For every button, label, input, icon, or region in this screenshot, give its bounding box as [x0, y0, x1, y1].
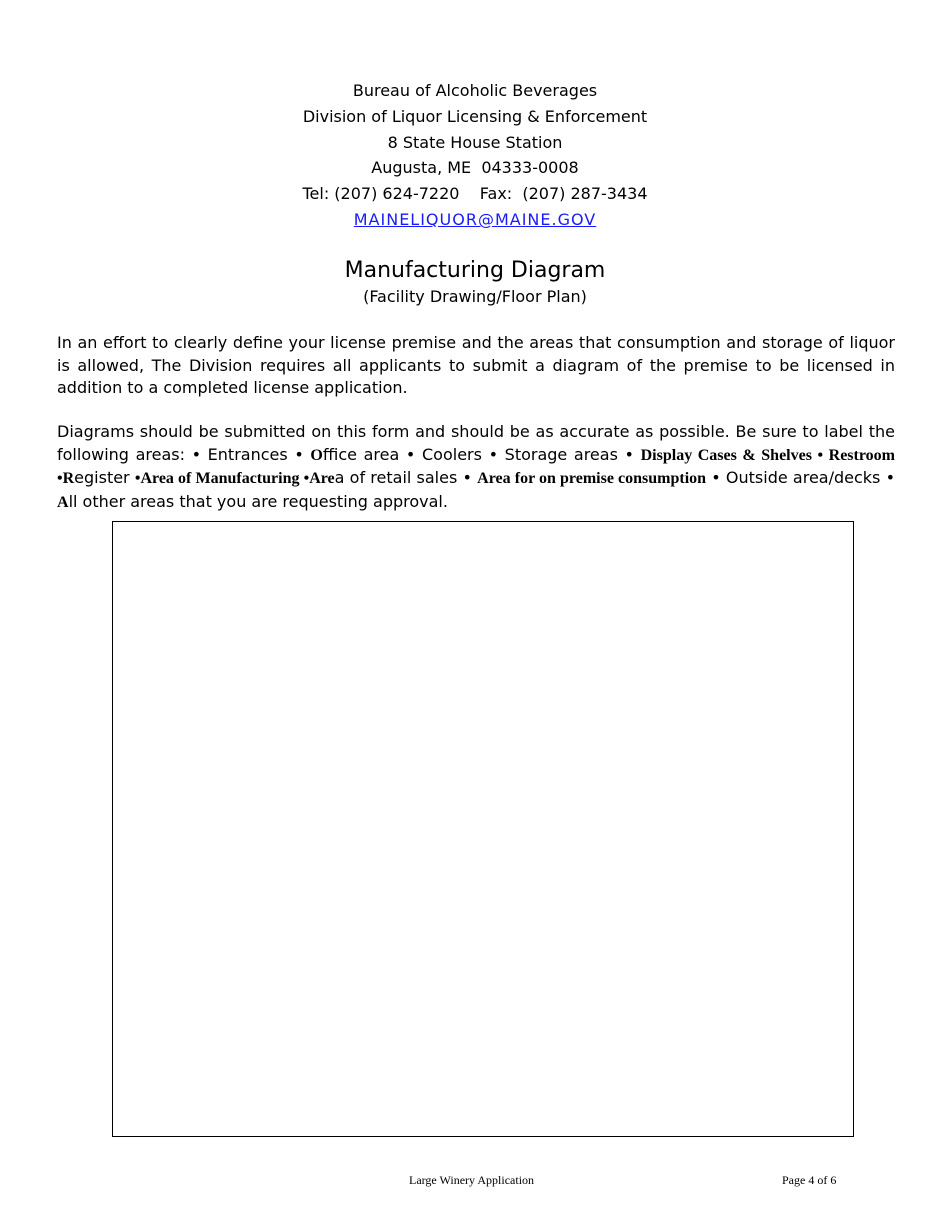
phone-fax: Tel: (207) 624-7220 Fax: (207) 287-3434 — [302, 184, 648, 204]
instructions-intro: Diagrams should be submitted on this form and should be as accurate as possible. Be sure to label the following areas: • Entrances • — [57, 422, 895, 464]
office-area-text: ffice area • Coolers • Storage areas • — [322, 444, 641, 464]
page-title: Manufacturing Diagram — [344, 258, 606, 283]
manufacturing-area-text: •Area of Manufacturing •Are — [134, 470, 335, 488]
other-areas-text: ll other areas that you are requesting approval. — [68, 491, 448, 511]
street-address: 8 State House Station — [387, 132, 563, 152]
intro-paragraph: In an effort to clearly define your license premise and the areas that consumption and storage of liquor is allowed, The Division requires all applicants to submit a diagram of the premise to be licensed in addition to a completed license application. — [57, 333, 895, 398]
outside-area-text: • Outside area/decks • — [706, 468, 896, 488]
city-state-zip: Augusta, ME 04333-0008 — [371, 158, 579, 178]
page-subtitle: (Facility Drawing/Floor Plan) — [363, 287, 587, 306]
instructions-paragraph — [57, 421, 895, 514]
footer-page-number: Page 4 of 6 — [782, 1173, 837, 1187]
agency-header — [0, 78, 950, 233]
retail-sales-text: a of retail sales • — [334, 468, 478, 488]
all-initial: A — [57, 493, 69, 511]
email-link[interactable]: MAINELIQUOR@MAINE.GOV — [353, 209, 597, 229]
register-text: egister — [74, 468, 135, 488]
footer-form-name: Large Winery Application — [409, 1173, 535, 1187]
premise-consumption-text: Area for on premise consumption — [477, 470, 707, 488]
bureau-name: Bureau of Alcoholic Beverages — [352, 81, 598, 100]
diagram-drawing-area[interactable] — [112, 521, 854, 1137]
division-name: Division of Liquor Licensing & Enforcement — [302, 106, 648, 126]
office-initial: O — [310, 446, 323, 464]
display-restroom-text: Display Cases & Shelves • Restroom •R — [57, 446, 896, 488]
